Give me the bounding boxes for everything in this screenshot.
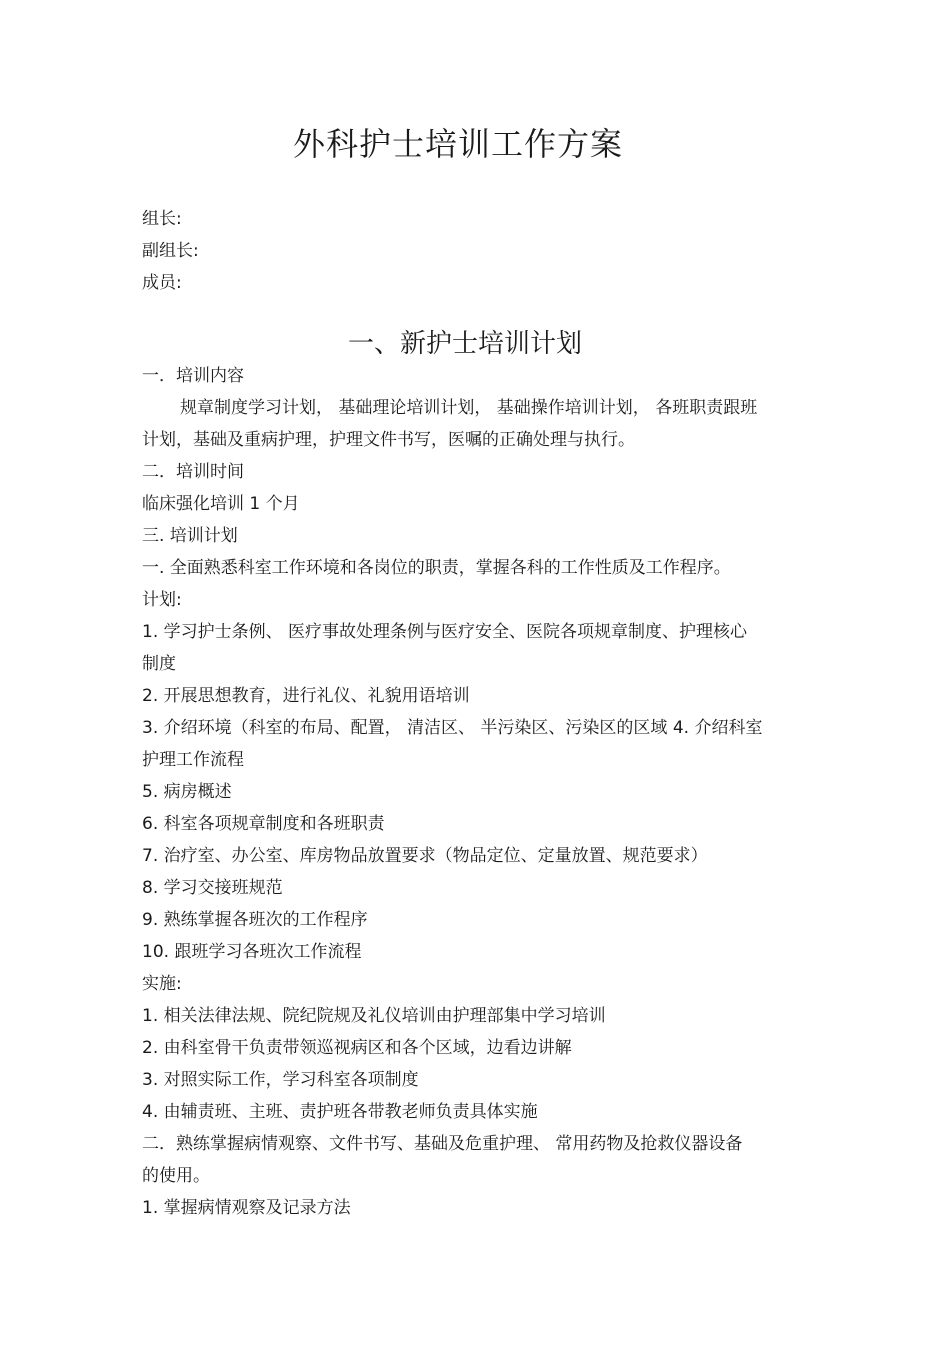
role-deputy-leader: 副组长: <box>142 241 199 261</box>
heading-training-time: 二．培训时间 <box>142 462 244 482</box>
list-item: 10. 跟班学习各班次工作流程 <box>142 942 362 962</box>
paragraph-line: 计划，基础及重病护理，护理文件书写，医嘱的正确处理与执行。 <box>142 430 635 450</box>
list-item: 6. 科室各项规章制度和各班职责 <box>142 814 385 834</box>
paragraph-line: 一. 全面熟悉科室工作环境和各岗位的职责，掌握各科的工作性质及工作程序。 <box>142 558 731 578</box>
label-implementation: 实施: <box>142 974 182 994</box>
role-members: 成员: <box>142 273 182 293</box>
section-title: 一、新护士培训计划 <box>347 329 582 359</box>
list-item: 8. 学习交接班规范 <box>142 878 283 898</box>
team-roles <box>142 203 199 299</box>
document-title: 外科护士培训工作方案 <box>292 125 623 163</box>
list-item: 9. 熟练掌握各班次的工作程序 <box>142 910 368 930</box>
list-item: 2. 由科室骨干负责带领巡视病区和各个区域，边看边讲解 <box>142 1038 572 1058</box>
document-body <box>142 360 807 1224</box>
paragraph-line: 临床强化培训 1 个月 <box>142 494 300 514</box>
paragraph-line: 二．熟练掌握病情观察、文件书写、基础及危重护理、 常用药物及抢救仪器设备 <box>142 1134 743 1154</box>
paragraph-line: 规章制度学习计划， 基础理论培训计划， 基础操作培训计划， 各班职责跟班 <box>180 398 758 418</box>
heading-training-content: 一．培训内容 <box>142 366 244 386</box>
list-item-continuation: 制度 <box>142 654 176 674</box>
list-item: 3. 介绍环境（科室的布局、配置， 清洁区、 半污染区、污染区的区域 4. 介绍科室 <box>142 718 763 738</box>
role-leader: 组长: <box>142 209 182 229</box>
list-item: 7. 治疗室、办公室、库房物品放置要求（物品定位、定量放置、规范要求） <box>142 846 708 866</box>
list-item: 1. 相关法律法规、院纪院规及礼仪培训由护理部集中学习培训 <box>142 1006 606 1026</box>
list-item: 2. 开展思想教育，进行礼仪、礼貌用语培训 <box>142 686 470 706</box>
list-item: 1. 学习护士条例、 医疗事故处理条例与医疗安全、医院各项规章制度、护理核心 <box>142 622 748 642</box>
paragraph-line: 的使用。 <box>142 1166 210 1186</box>
list-item: 3. 对照实际工作，学习科室各项制度 <box>142 1070 419 1090</box>
list-item: 5. 病房概述 <box>142 782 232 802</box>
label-plan: 计划: <box>142 590 182 610</box>
list-item-continuation: 护理工作流程 <box>142 750 244 770</box>
list-item: 4. 由辅责班、主班、责护班各带教老师负责具体实施 <box>142 1102 538 1122</box>
heading-training-plan: 三. 培训计划 <box>142 526 238 546</box>
list-item: 1. 掌握病情观察及记录方法 <box>142 1198 351 1218</box>
